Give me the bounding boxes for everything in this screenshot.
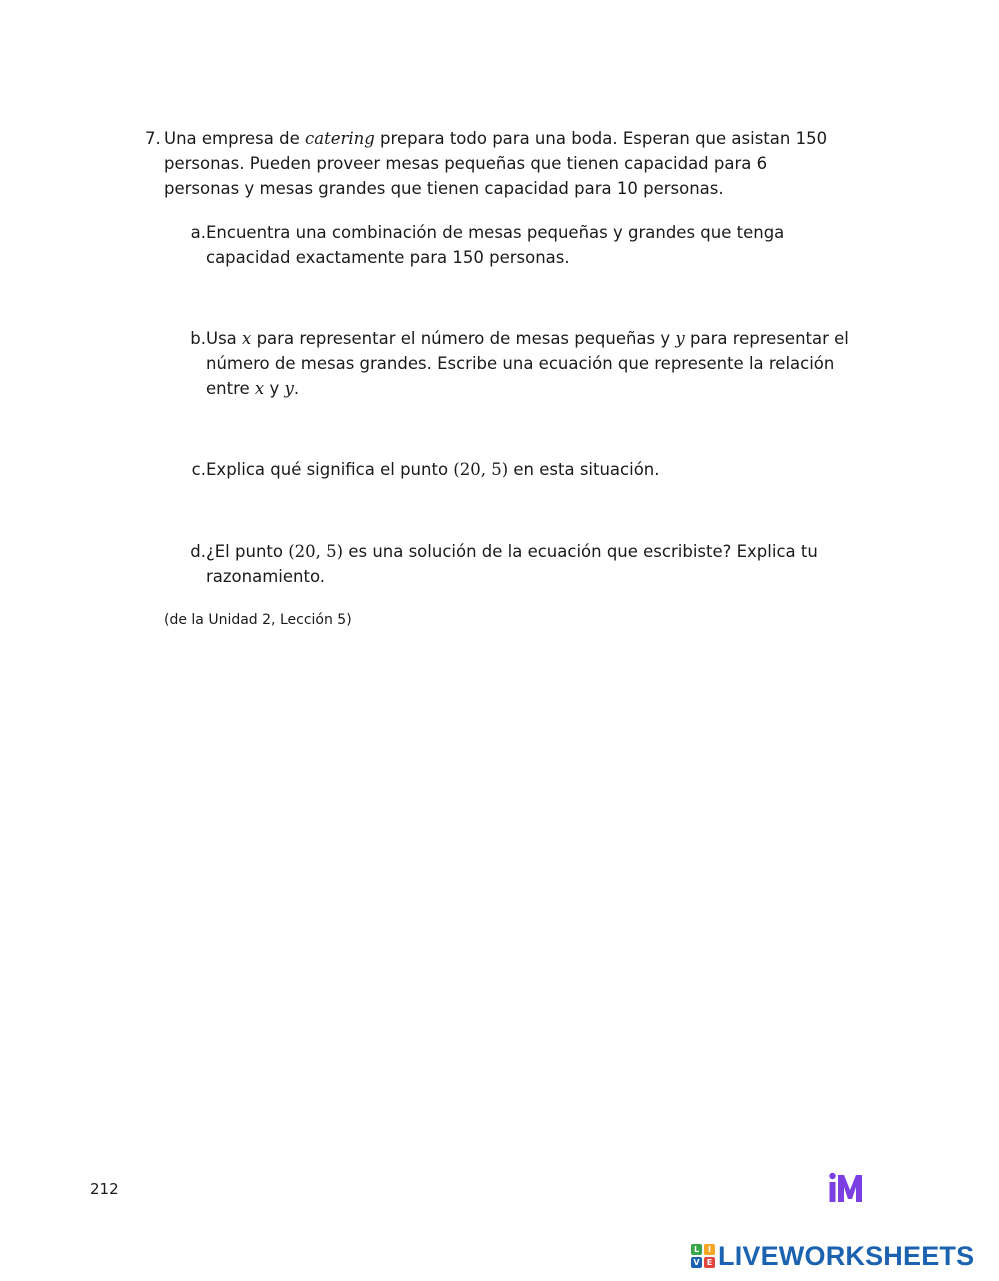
part-c (186, 457, 866, 482)
problem-statement (164, 126, 845, 201)
problem-7 (145, 126, 845, 201)
intro-part-2: prepara todo para una boda. Esperan que asistan 150 personas. Pueden proveer mesas pequeñas que tienen capacidad para 6 personas y mesas grandes que tienen capacidad para 10 personas. (164, 129, 828, 198)
im-logo (828, 1172, 864, 1204)
problem-number: 7. (145, 129, 161, 148)
variable-y: y (675, 329, 685, 348)
point-20-5: (20, 5) (288, 542, 344, 561)
variable-y: y (284, 379, 294, 398)
part-a-text: Encuentra una combinación de mesas pequeñas y grandes que tenga capacidad exactamente para 150 personas. (206, 223, 785, 267)
part-b-seg-1: Usa (206, 329, 243, 348)
grid-cell-l: L (691, 1244, 702, 1255)
problem-intro (145, 126, 845, 201)
point-20-5: (20, 5) (453, 460, 509, 479)
part-a (186, 220, 866, 270)
part-c-letter: c. (191, 460, 206, 479)
part-b-text (206, 326, 866, 401)
part-b-seg-3: para representar el número de mesas grandes. Escribe una ecuación que represente la relación entre (206, 329, 849, 398)
part-d-letter: d. (190, 542, 206, 561)
part-c-text (206, 457, 866, 482)
part-b (186, 326, 866, 401)
part-d-seg-2: es una solución de la ecuación que escribiste? Explica tu razonamiento. (206, 542, 818, 586)
part-b-seg-5: . (293, 379, 300, 398)
part-a-letter: a. (190, 223, 206, 242)
part-d-seg-1: ¿El punto (206, 542, 289, 561)
liveworksheets-wordmark: LIVEWORKSHEETS (718, 1240, 975, 1271)
intro-part-1: Una empresa de (164, 129, 305, 148)
grid-cell-e: E (704, 1257, 715, 1268)
grid-cell-v: V (691, 1257, 702, 1268)
intro-italic: catering (304, 129, 375, 148)
part-c-seg-2: en esta situación. (508, 460, 660, 479)
part-b-seg-4: y (264, 379, 285, 398)
grid-cell-i: I (704, 1244, 715, 1255)
part-b-letter: b. (190, 329, 206, 348)
part-d (186, 539, 866, 589)
liveworksheets-logo (691, 1239, 974, 1273)
part-d-text (206, 539, 866, 589)
part-b-seg-2: para representar el número de mesas pequeñas y (251, 329, 676, 348)
variable-x: x (242, 329, 252, 348)
liveworksheets-grid-icon (691, 1244, 715, 1268)
part-c-seg-1: Explica qué significa el punto (206, 460, 454, 479)
source-reference: (de la Unidad 2, Lección 5) (164, 612, 352, 628)
im-logo-graphic (828, 1172, 864, 1204)
variable-x: x (254, 379, 265, 398)
page-number: 212 (90, 1180, 119, 1198)
